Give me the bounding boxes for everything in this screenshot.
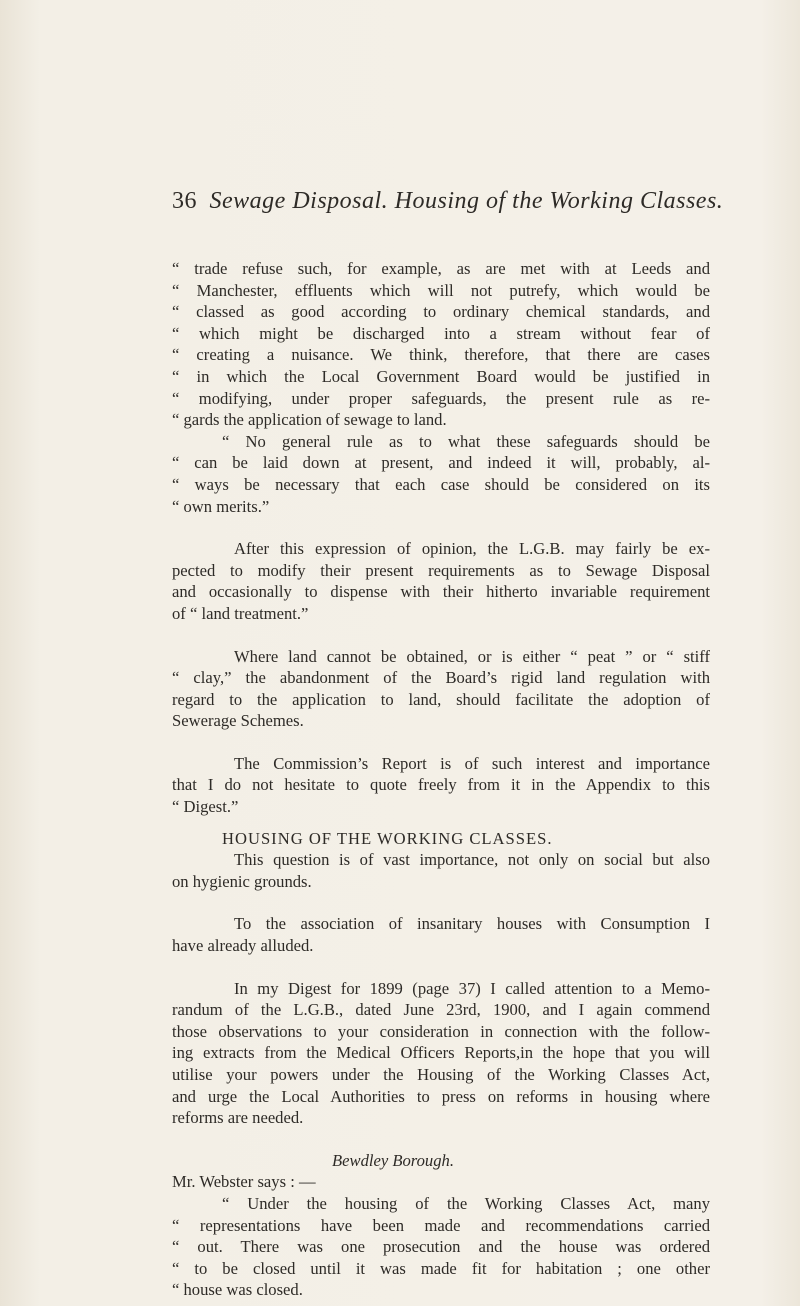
text-line: and occasionally to dispense with their hitherto invariable requirement [172, 582, 710, 602]
text-line: To the association of insanitary houses with Consumption I [234, 914, 710, 934]
text-line: “ Under the housing of the Working Classes Act, many [222, 1193, 710, 1213]
text-line: pected to modify their present requirements as to Sewage Disposal [172, 560, 710, 580]
text-line: ing extracts from the Medical Officers Reports,in the hope that you will [172, 1043, 710, 1063]
paragraph-after-opinion [172, 538, 710, 624]
text-line: “ Digest.” [172, 797, 239, 817]
text-line: “ ways be necessary that each case should be considered on its [172, 474, 710, 494]
quote-block-safeguards [172, 431, 710, 517]
text-line: and urge the Local Authorities to press on reforms in housing where [172, 1086, 710, 1106]
text-line: “ trade refuse such, for example, as are met with at Leeds and [172, 259, 710, 278]
text-line: that I do not hesitate to quote freely from it in the Appendix to this [172, 775, 710, 795]
text-line: Sewerage Schemes. [172, 711, 304, 731]
text-line: have already alluded. [172, 936, 314, 956]
text-line: “ No general rule as to what these safeguards should be [222, 431, 710, 451]
speaker-line: Mr. Webster says : — [172, 1172, 316, 1192]
running-title: Sewage Disposal. Housing of the Working Classes. [209, 188, 724, 214]
quote-block-housing [172, 1193, 710, 1301]
text-line: “ out. There was one prosecution and the house was ordered [172, 1237, 710, 1257]
paragraph-question [172, 849, 710, 892]
text-line: The Commission’s Report is of such interest and importance [234, 753, 710, 773]
text-line: of “ land treatment.” [172, 603, 309, 623]
body-text [172, 258, 710, 1301]
text-line: “ own merits.” [172, 496, 270, 516]
text-line: “ Manchester, effluents which will not putrefy, which would be [172, 280, 710, 300]
text-line: “ representations have been made and recommendations carried [172, 1215, 710, 1235]
page-header [172, 188, 724, 215]
text-line: “ gards the application of sewage to land. [172, 410, 447, 430]
text-line: After this expression of opinion, the L.G.B. may fairly be ex- [234, 539, 710, 559]
text-line: “ modifying, under proper safeguards, the present rule as re- [172, 388, 710, 408]
text-line: This question is of vast importance, not only on social but also [234, 850, 710, 870]
text-line: reforms are needed. [172, 1108, 304, 1128]
paragraph-commission [172, 753, 710, 818]
text-line: “ creating a nuisance. We think, therefore, that there are cases [172, 345, 710, 365]
paragraph-digest [172, 978, 710, 1129]
text-line: “ to be closed until it was made fit for habitation ; one other [172, 1258, 710, 1278]
text-line: In my Digest for 1899 (page 37) I called attention to a Memo- [234, 978, 710, 998]
text-line: “ classed as good according to ordinary chemical standards, and [172, 302, 710, 322]
text-line: regard to the application to land, should facilitate the adoption of [172, 689, 710, 709]
text-line: “ can be laid down at present, and indeed it will, probably, al- [172, 453, 710, 473]
text-line: “ clay,” the abandonment of the Board’s rigid land regulation with [172, 668, 710, 688]
paragraph-association [172, 913, 710, 956]
quote-block-trade-refuse [172, 258, 710, 431]
paragraph-where-land [172, 646, 710, 732]
page-number: 36 [172, 188, 197, 214]
text-line: on hygienic grounds. [172, 871, 312, 891]
text-line: “ house was closed. [172, 1280, 303, 1300]
text-line: “ which might be discharged into a stream without fear of [172, 323, 710, 343]
borough-title: Bewdley Borough. [332, 1150, 454, 1170]
text-line: “ in which the Local Government Board would be justified in [172, 366, 710, 386]
text-line: those observations to your consideration in connection with the follow- [172, 1021, 710, 1041]
section-heading: HOUSING OF THE WORKING CLASSES. [222, 828, 553, 848]
text-line: utilise your powers under the Housing of the Working Classes Act, [172, 1065, 710, 1084]
text-line: randum of the L.G.B., dated June 23rd, 1900, and I again commend [172, 1000, 710, 1020]
text-line: Where land cannot be obtained, or is either “ peat ” or “ stiff [234, 646, 710, 666]
